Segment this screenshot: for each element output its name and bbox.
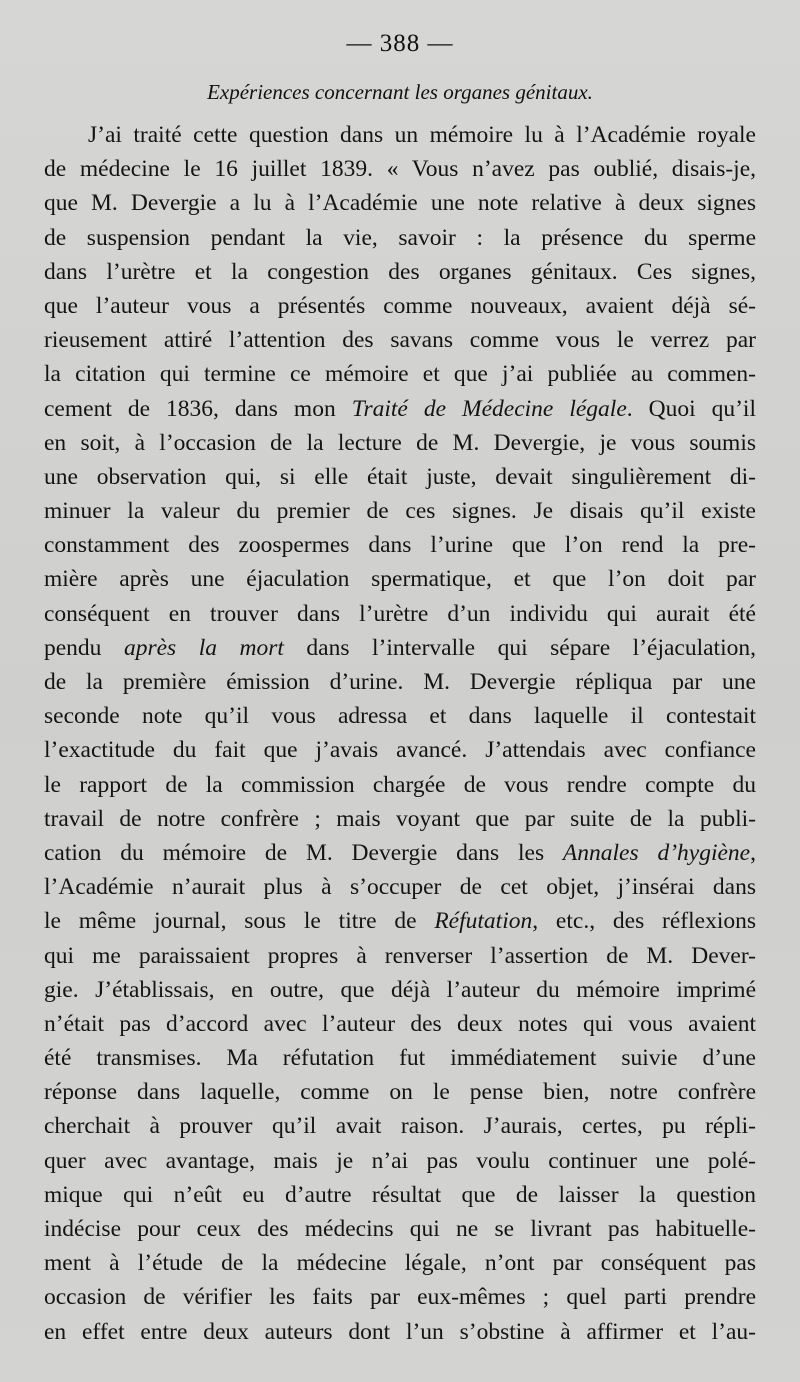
text-run: . Quoi qu’il [626, 395, 756, 422]
text-run: travail de notre confrère ; mais voyant que par suite de la publi- [44, 805, 756, 832]
text-run: réponse dans laquelle, comme on le pense bien, notre confrère [44, 1079, 756, 1106]
text-line [44, 392, 756, 426]
text-run: été transmises. Ma réfutation fut immédiatement suivie d’une [44, 1045, 756, 1072]
text-line [44, 1144, 756, 1178]
text-line [44, 631, 756, 665]
running-subtitle: Expériences concernant les organes génitaux. [207, 80, 593, 104]
text-line [44, 255, 756, 289]
text-run: de médecine le 16 juillet 1839. « Vous n’avez pas oublié, disais-je, [44, 156, 756, 183]
text-run: cation du mémoire de M. Devergie dans les [44, 839, 563, 866]
text-run: , etc., des réflexions [532, 908, 756, 935]
text-line [44, 494, 756, 528]
text-line [44, 1315, 756, 1349]
text-run: que l’auteur vous a présentés comme nouveaux, avaient déjà sé- [44, 292, 756, 319]
text-run: de la première émission d’urine. M. Devergie répliqua par une [44, 669, 756, 695]
text-run: conséquent en trouver dans l’urètre d’un individu qui aurait été [44, 600, 756, 627]
text-run: occasion de vérifier les faits par eux-mêmes ; quel parti prendre [44, 1284, 756, 1311]
text-run: n’était pas d’accord avec l’auteur des deux notes qui vous avaient [44, 1010, 756, 1037]
text-line [44, 1075, 756, 1109]
text-run: mière après une éjaculation spermatique, et que l’on doit par [44, 566, 756, 593]
text-run: quer avec avantage, mais je n’ai pas voulu continuer une polé- [44, 1147, 756, 1174]
text-run: l’exactitude du fait que j’avais avancé. J’attendais avec confiance [44, 737, 756, 764]
text-run: une observation qui, si elle était juste, devait singulièrement di- [44, 463, 756, 490]
text-run: gie. J’établissais, en outre, que déjà l’auteur du mémoire imprimé [44, 976, 756, 1003]
text-line [44, 939, 756, 973]
text-line [44, 562, 756, 596]
text-run: que M. Devergie a lu à l’Académie une note relative à deux signes [44, 190, 756, 217]
text-line [44, 904, 756, 938]
text-run: minuer la valeur du premier de ces signes. Je disais qu’il existe [44, 498, 756, 525]
text-run: le rapport de la commission chargée de vous rendre compte du [44, 771, 756, 798]
text-run: cherchait à prouver qu’il avait raison. J’aurais, certes, pu répli- [44, 1113, 756, 1140]
text-line [44, 1280, 756, 1314]
text-run: seconde note qu’il vous adressa et dans laquelle il contestait [44, 703, 756, 730]
text-line [44, 665, 756, 699]
text-run: la citation qui termine ce mémoire et que j’ai publiée au commen- [44, 361, 756, 388]
text-line [44, 973, 756, 1007]
text-run: le même journal, sous le titre de [44, 908, 435, 935]
text-line [44, 1178, 756, 1212]
text-run: constamment des zoospermes dans l’urine que l’on rend la pre- [44, 532, 756, 559]
text-line [44, 186, 756, 220]
text-run: l’Académie n’aurait plus à s’occuper de cet objet, j’insérai dans [44, 874, 756, 901]
text-line [44, 1109, 756, 1143]
text-line [44, 152, 756, 186]
body-paragraph [44, 118, 756, 1349]
text-run: en soit, à l’occasion de la lecture de M. Devergie, je vous soumis [44, 429, 756, 456]
page-number-header: — 388 — [346, 30, 454, 57]
text-run: rieusement attiré l’attention des savans comme vous le verrez par [44, 327, 756, 354]
text-line [44, 426, 756, 460]
text-run: pendu [44, 634, 124, 661]
text-line [44, 323, 756, 357]
text-run: qui me paraissaient propres à renverser l’assertion de M. Dever- [44, 942, 756, 969]
text-line [44, 733, 756, 767]
text-line [44, 802, 756, 836]
italic-text-run: Traité de Médecine légale [351, 395, 627, 422]
text-run: cement de 1836, dans mon [44, 395, 352, 422]
text-run: en effet entre deux auteurs dont l’un s’obstine à affirmer et l’au- [44, 1318, 756, 1345]
text-line [44, 357, 756, 391]
text-line [44, 699, 756, 733]
text-line [44, 1246, 756, 1280]
text-line [44, 221, 756, 255]
text-run: mique qui n’eût eu d’autre résultat que de laisser la question [44, 1181, 756, 1208]
text-run: , [750, 839, 756, 866]
text-line [44, 1041, 756, 1075]
text-line [44, 836, 756, 870]
text-run: dans l’urètre et la congestion des organes génitaux. Ces signes, [44, 258, 756, 285]
text-run: J’ai traité cette question dans un mémoire lu à l’Académie royale [88, 122, 756, 148]
text-line [44, 460, 756, 494]
text-line [44, 1212, 756, 1246]
text-run: ment à l’étude de la médecine légale, n’ont par conséquent pas [44, 1250, 756, 1277]
text-line [44, 597, 756, 631]
text-line [44, 870, 756, 904]
text-line [44, 289, 756, 323]
text-run: de suspension pendant la vie, savoir : la présence du sperme [44, 224, 756, 251]
text-line [44, 528, 756, 562]
italic-text-run: Réfutation [434, 908, 533, 935]
italic-text-run: Annales d’hygiène [562, 839, 751, 866]
text-run: indécise pour ceux des médecins qui ne se livrant pas habituelle- [44, 1216, 756, 1242]
text-line [44, 1007, 756, 1041]
text-run: dans l’intervalle qui sépare l’éjaculation, [283, 634, 756, 661]
italic-text-run: après la mort [123, 634, 284, 661]
text-line [44, 118, 756, 152]
text-line [44, 768, 756, 802]
